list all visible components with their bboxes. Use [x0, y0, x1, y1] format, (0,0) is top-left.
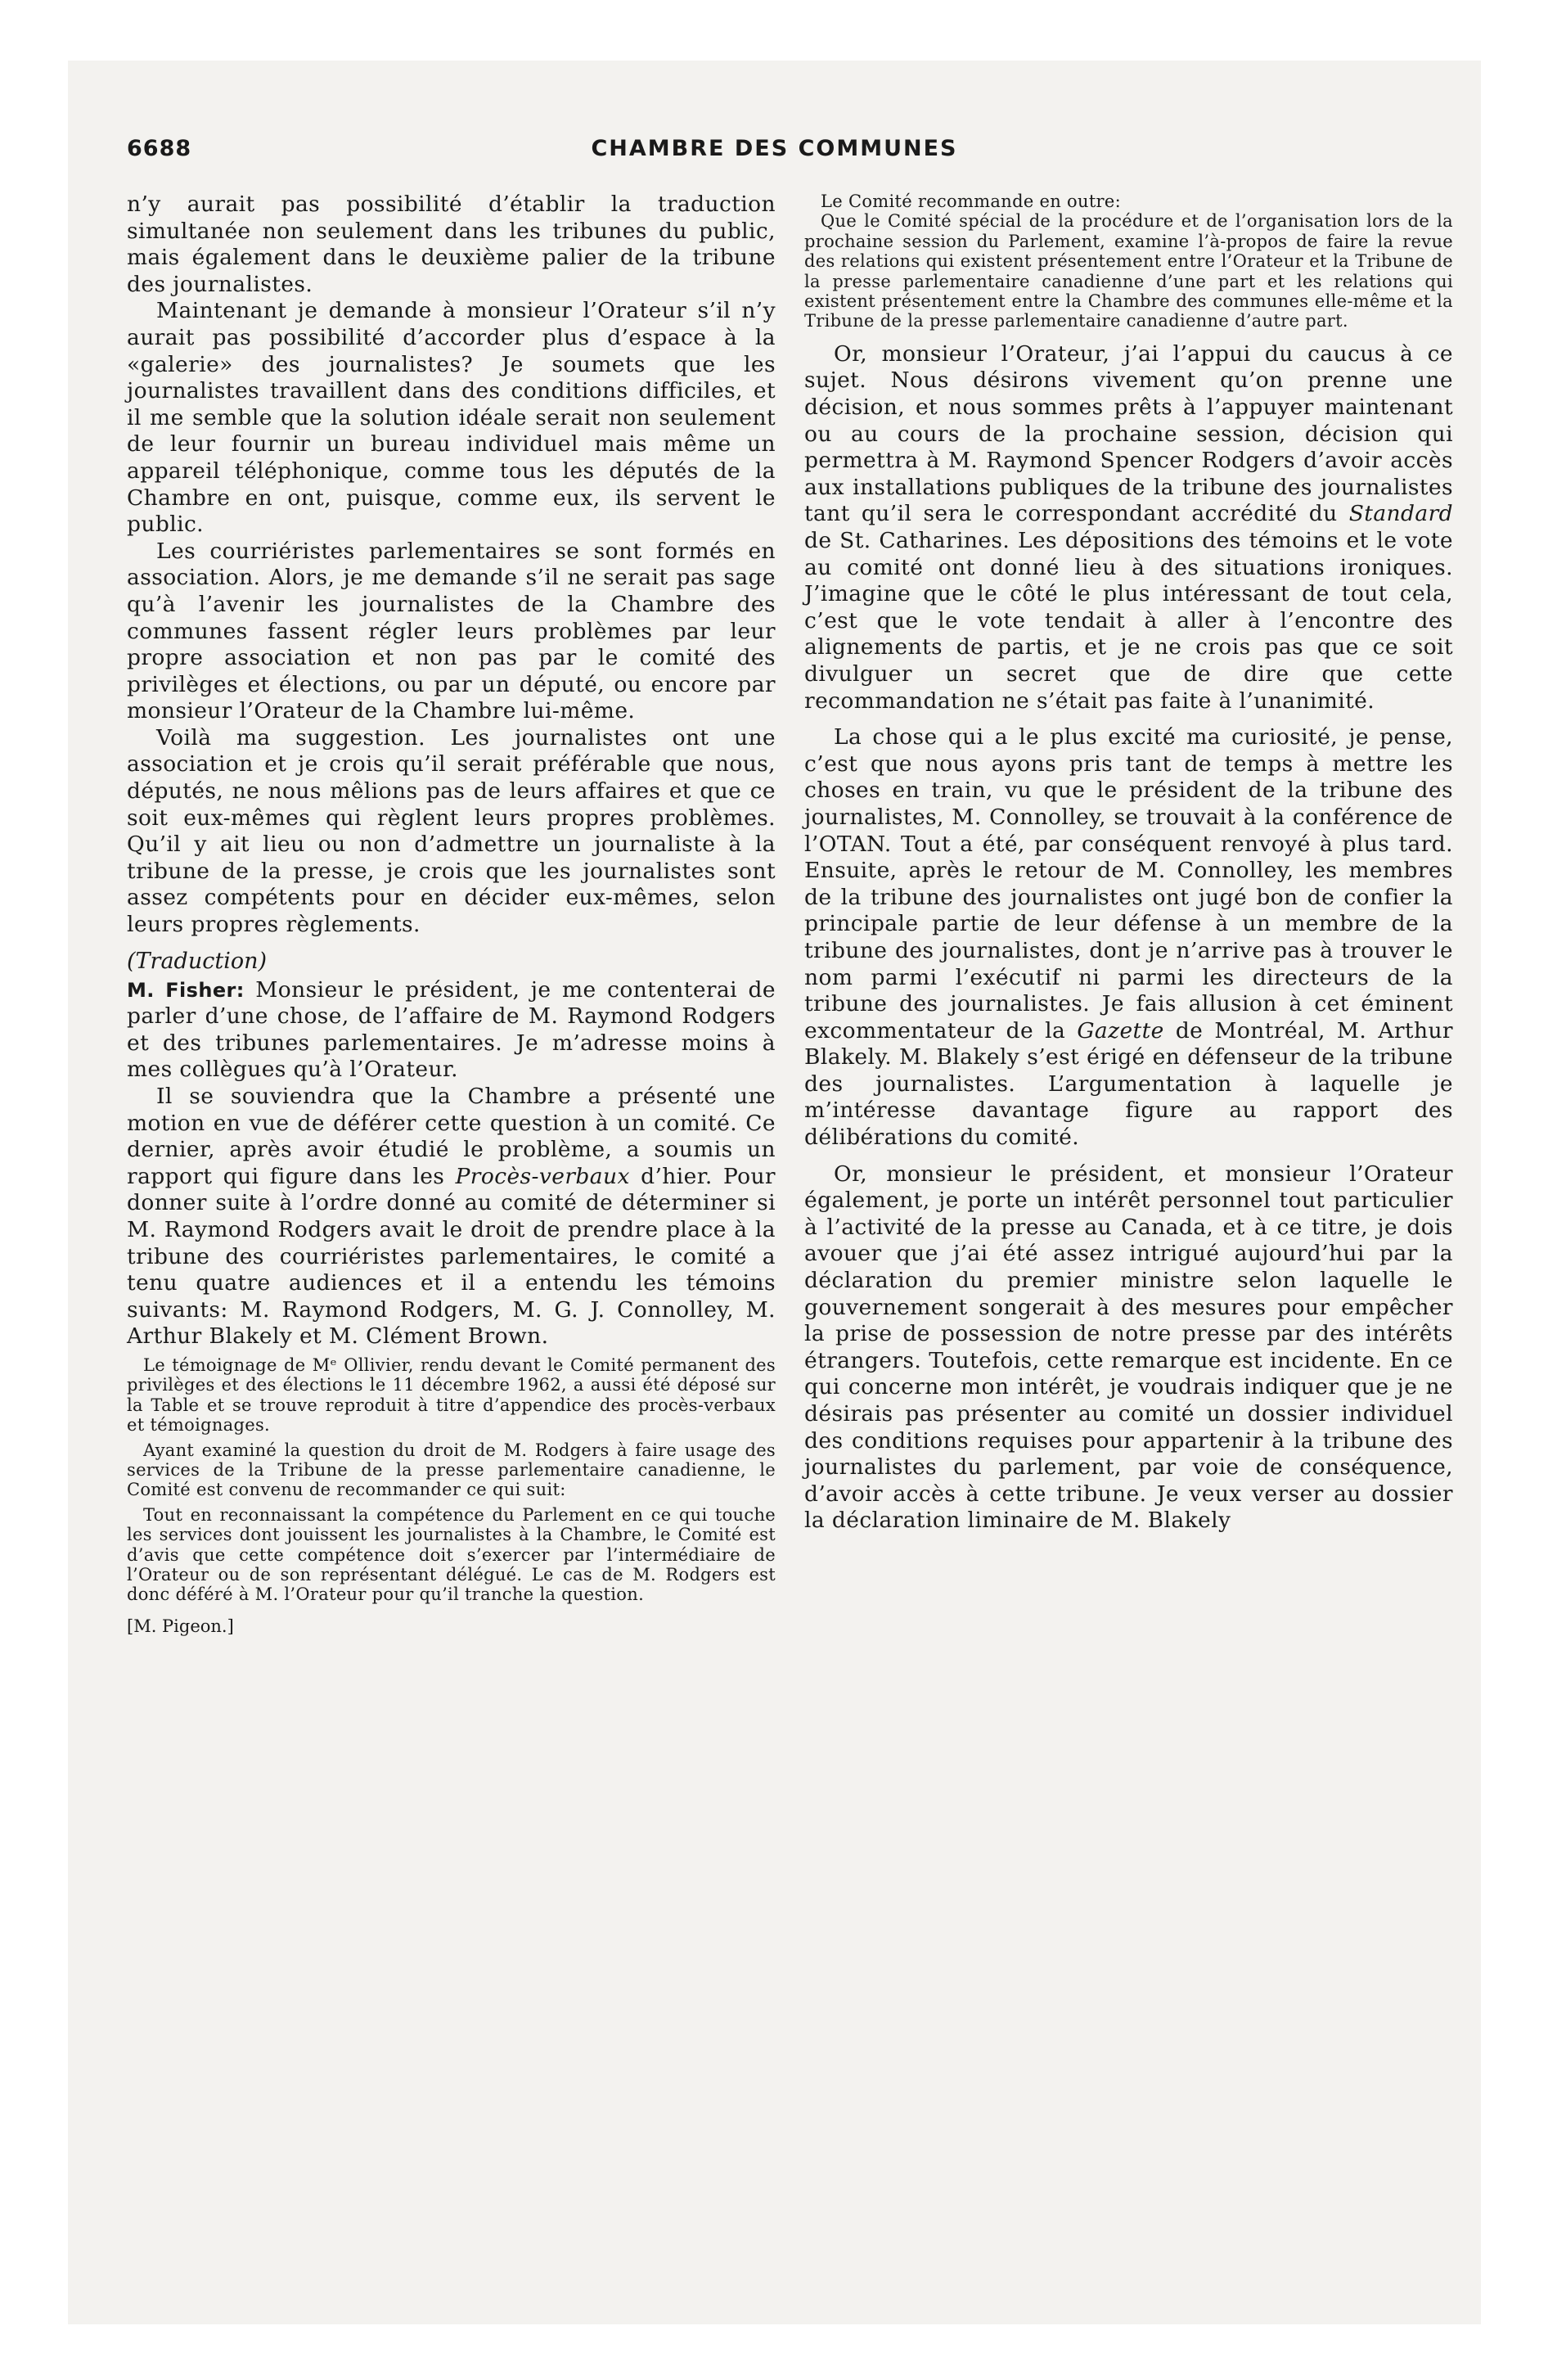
quoted-report: Que le Comité spécial de la procédure et de l’organisation lors de la prochaine session du Parlement, examine l’à-propos de faire la revue des relations qui existent présentement entre l’Orateur et la Tribune de la presse parlementaire canadienne d’une part et les relations qui existent présentement entre la Chambre des communes elle-même et la Tribune de la presse parlementaire canadienne d’autre part. — [804, 211, 1453, 331]
quoted-report: Ayant examiné la question du droit de M. Rodgers à faire usage des services de la Tribune de la presse parlementaire canadienne, le Comité est convenu de recommander ce qui suit: — [127, 1440, 776, 1500]
section-heading: (Traduction) — [127, 948, 268, 974]
paragraph: Maintenant je demande à monsieur l’Orateur s’il n’y aurait pas possibilité d’accorder plus d’espace à la «galerie» des journalistes? Je soumets que les journalistes travaillent dans des conditions difficiles, et il me semble que la solution idéale serait non seulement de leur fournir un bureau individuel mais même un appareil téléphonique, comme tous les députés de la Chambre en ont, puisque, comme eux, ils servent le public. — [127, 298, 776, 538]
text-run: d’hier. Pour donner suite à l’ordre donné au comité de déterminer si M. Raymond Rodgers avait le droit de prendre place à la tribune des courriéristes parlementaires, le comité a tenu quatre audiences et il a entendu les témoins suivants: M. Raymond Rodgers, M. G. J. Connolley, M. Arthur Blakely et M. Clément Brown. — [127, 1163, 776, 1350]
paragraph: Voilà ma suggestion. Les journalistes ont une association et je crois qu’il serait préférable que nous, députés, ne nous mêlions pas de leurs affaires et que ce soit eux-mêmes qui règlent leurs propres problèmes. Qu’il y ait lieu ou non d’admettre un journaliste à la tribune de la presse, je crois que les journalistes sont assez compétents pour en décider eux-mêmes, selon leurs propres règlements. — [127, 724, 776, 938]
text-run: Il se souviendra que la Chambre a présenté une motion en vue de déférer cette question à un comité. Ce dernier, après avoir étudié le problème, a soumis un rapport qui figure dans les — [127, 1084, 776, 1189]
paragraph — [804, 341, 1453, 714]
text-run: de St. Catharines. Les dépositions des témoins et le vote au comité ont donné lieu à des situations ironiques. J’imagine que le côté le plus intéressant de tout cela, c’est que le vote tendait à aller à l’encontre des alignements de partis, et je ne crois pas que ce soit divulguer un secret que de dire que cette recommandation ne s’était pas faite à l’unanimité. — [804, 528, 1453, 714]
running-title: CHAMBRE DES COMMUNES — [591, 136, 958, 161]
paragraph — [127, 1084, 776, 1350]
scanned-page — [68, 61, 1481, 2324]
italic-title: Standard — [1348, 501, 1453, 527]
paragraph — [804, 724, 1453, 1152]
italic-title: Procès-verbaux — [455, 1163, 630, 1189]
speaker-name: M. Fisher: — [127, 978, 245, 1002]
page-number: 6688 — [127, 136, 192, 161]
text-run: Or, monsieur l’Orateur, j’ai l’appui du caucus à ce sujet. Nous désirons vivement qu’on prenne une décision, et nous sommes prêts à l’appuyer maintenant ou au cours de la prochaine session, décision qui permettra à M. Raymond Spencer Rodgers d’avoir accès aux installations publiques de la tribune des journalistes tant qu’il sera le correspondant accrédité du — [804, 340, 1453, 527]
speech-paragraph — [127, 977, 776, 1084]
quoted-report: Tout en reconnaissant la compétence du Parlement en ce qui touche les services dont jouissent les journalistes à la Chambre, le Comité est d’avis que cette compétence doit s’exercer par l’intermédiaire de l’Orateur ou de son représentant délégué. Le cas de M. Rodgers est donc déféré à M. l’Orateur pour qu’il tranche la question. — [127, 1504, 776, 1605]
text-run: de Montréal, M. Arthur Blakely. M. Blakely s’est érigé en défenseur de la tribune des journalistes. L’argumentation à laquelle je m’intéresse davantage figure au rapport des délibérations du comité. — [804, 1017, 1453, 1151]
quoted-report: Le témoignage de Mᵉ Ollivier, rendu devant le Comité permanent des privilèges et des élections le 11 décembre 1962, a aussi été déposé sur la Table et se trouve reproduit à titre d’appendice des procès-verbaux et témoignages. — [127, 1355, 776, 1436]
speech-text: Monsieur le président, je me contenterai de parler d’une chose, de l’affaire de M. Raymond Rodgers et des tribunes parlementaires. Je m’adresse moins à mes collègues qu’à l’Orateur. — [127, 976, 776, 1083]
italic-title: Gazette — [1077, 1017, 1164, 1044]
right-column — [804, 192, 1453, 1535]
paragraph: Les courriéristes parlementaires se sont formés en association. Alors, je me demande s’il ne serait pas sage qu’à l’avenir les journalistes de la Chambre des communes fassent régler leurs problèmes par leur propre association et non pas par le comité des privilèges et élections, ou par un député, ou encore par monsieur l’Orateur de la Chambre lui-même. — [127, 538, 776, 724]
paragraph: n’y aurait pas possibilité d’établir la traduction simultanée non seulement dans les tribunes du public, mais également dans le deuxième palier de la tribune des journalistes. — [127, 192, 776, 297]
paragraph: Or, monsieur le président, et monsieur l’Orateur également, je porte un intérêt personnel tout particulier à l’activité de la presse au Canada, et à ce titre, je dois avouer que j’ai été assez intrigué aujourd’hui par la déclaration du premier ministre selon laquelle le gouvernement songerait à des mesures pour empêcher la prise de possession de notre presse par des intérêts étrangers. Toutefois, cette remarque est incidente. En ce qui concerne mon intérêt, je voudrais indiquer que je ne désirais pas présenter au comité un dossier individuel des conditions requises pour appartenir à la tribune des journalistes du parlement, par voie de conséquence, d’avoir accès à cette tribune. Je veux verser au dossier la déclaration liminaire de M. Blakely — [804, 1161, 1453, 1534]
quoted-report: Le Comité recommande en outre: — [821, 192, 1121, 211]
page-header — [127, 136, 1422, 169]
left-column — [127, 192, 776, 1636]
text-run: La chose qui a le plus excité ma curiosité, je pense, c’est que nous ayons pris tant de temps à mettre les choses en train, vu que le président de la tribune des journalistes, M. Connolley, se trouvait à la conférence de l’OTAN. Tout a été, par conséquent renvoyé à plus tard. Ensuite, après le retour de M. Connolley, les membres de la tribune des journalistes ont jugé bon de confier la principale partie de leur défense à un membre de la tribune des journalistes, dont je n’arrive pas à trouver le nom parmi l’exécutif ni parmi les directeurs de la tribune des journalistes. Je fais allusion à cet éminent excommentateur de la — [804, 724, 1453, 1044]
speaker-attribution: [M. Pigeon.] — [127, 1616, 234, 1636]
